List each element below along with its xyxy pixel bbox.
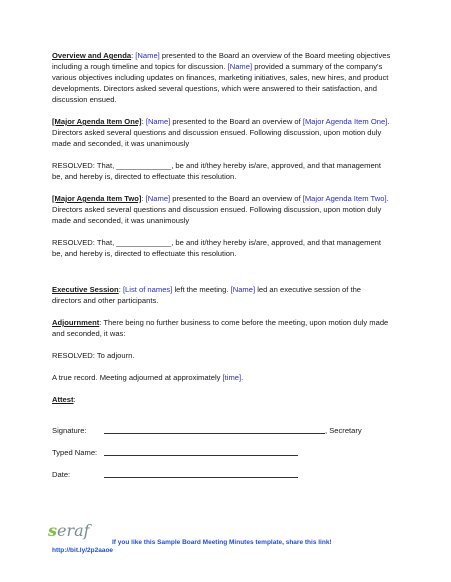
typed-name-label: Typed Name: bbox=[52, 448, 98, 457]
logo-mark-icon: s bbox=[48, 521, 58, 540]
signature-label: Signature: bbox=[52, 426, 87, 435]
short-url-link[interactable]: http://bit.ly/2p2aaoe bbox=[52, 547, 114, 554]
agenda-item-one-paragraph: [Major Agenda Item One]: [Name] presented to the Board an overview of [Major Agenda Item One]. Directors asked several questions and discussion ensued. Following discussion, upon motion duly made and seconded, it was unanimously bbox=[52, 117, 390, 148]
attest-heading: Attest bbox=[52, 395, 74, 404]
attest-line: Attest: bbox=[52, 395, 76, 404]
agenda-item-placeholder: [Major Agenda Item Two] bbox=[302, 194, 387, 203]
typed-name-row bbox=[52, 436, 392, 458]
agenda-item-two-heading: [Major Agenda Item Two] bbox=[52, 194, 142, 203]
typed-name-line[interactable] bbox=[104, 447, 298, 456]
seraf-logo: seraf bbox=[48, 521, 90, 540]
agenda-item-placeholder: [Major Agenda Item One] bbox=[302, 117, 388, 126]
name-placeholder: [Name] bbox=[230, 285, 256, 294]
overview-paragraph: Overview and Agenda: [Name] presented to the Board an overview of the Board meeting objectives including a rough timeline and topics for discussion. [Name] provided a summary of the company's various objectives including updates on finances, marketing initiatives, sales, new hires, and product developments. Directors asked several questions, which were answered to their satisfaction, and discussion ensued. bbox=[52, 51, 391, 104]
date-row bbox=[52, 458, 392, 480]
executive-session-paragraph: Executive Session: [List of names] left the meeting. [Name] led an executive session of the directors and other participants. bbox=[52, 285, 362, 305]
time-placeholder: [time] bbox=[222, 373, 242, 382]
resolution-two: RESOLVED: That, _____________, be and it/they hereby is/are, approved, and that management be, and hereby is, directed to effectuate this resolution. bbox=[52, 238, 382, 258]
date-label: Date: bbox=[52, 470, 71, 479]
names-placeholder: [List of names] bbox=[122, 285, 173, 294]
resolution-adjourn: RESOLVED: To adjourn. bbox=[52, 351, 135, 360]
signature-row bbox=[52, 414, 392, 436]
name-placeholder: [Name] bbox=[227, 62, 253, 71]
adjournment-heading: Adjournment bbox=[52, 318, 100, 327]
name-placeholder: [Name] bbox=[145, 194, 171, 203]
true-record-line: A true record. Meeting adjourned at approximately [time]. bbox=[52, 373, 244, 382]
share-message-link[interactable]: If you like this Sample Board Meeting Minutes template, share this link! bbox=[112, 539, 332, 546]
resolution-one: RESOLVED: That, _____________, be and it/they hereby is/are, approved, and that management be, and hereby is, directed to effectuate this resolution. bbox=[52, 161, 382, 181]
name-placeholder: [Name] bbox=[145, 117, 171, 126]
signature-block bbox=[52, 414, 392, 480]
secretary-label: , Secretary bbox=[325, 426, 362, 435]
minutes-document bbox=[52, 50, 392, 480]
date-line[interactable] bbox=[104, 469, 298, 478]
agenda-item-one-heading: [Major Agenda Item One] bbox=[52, 117, 142, 126]
adjournment-paragraph: Adjournment: There being no further business to come before the meeting, upon motion duly made and seconded, it was: bbox=[52, 318, 389, 338]
overview-heading: Overview and Agenda bbox=[52, 51, 132, 60]
name-placeholder: [Name] bbox=[135, 51, 160, 60]
executive-session-heading: Executive Session bbox=[52, 285, 119, 294]
signature-line[interactable] bbox=[104, 425, 325, 434]
agenda-item-two-paragraph: [Major Agenda Item Two]: [Name] presented to the Board an overview of [Major Agenda Item Two]. Directors asked several questions and discussion ensued. Following discussion, upon motion duly made and seconded, it was unanimously bbox=[52, 194, 389, 225]
